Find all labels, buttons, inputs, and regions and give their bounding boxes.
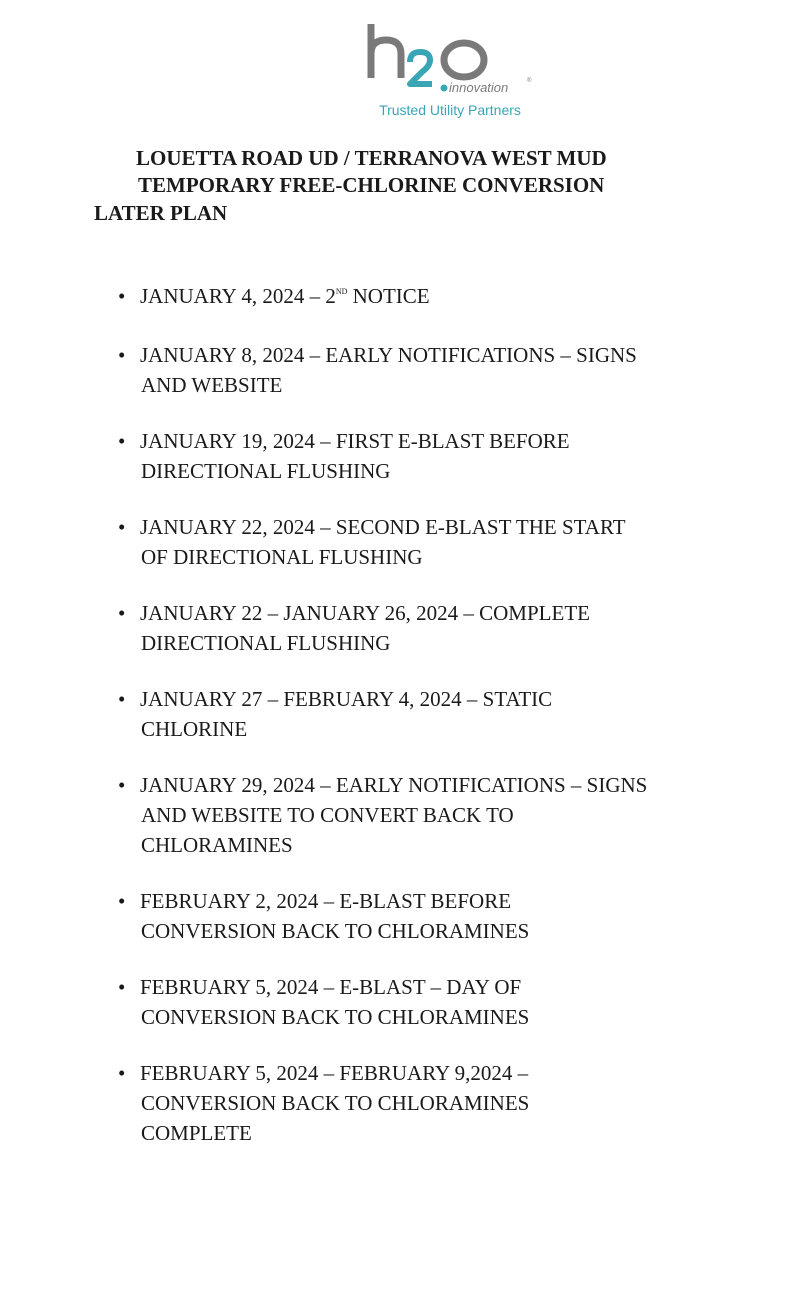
timeline-list	[118, 281, 718, 1148]
timeline-item-line: JANUARY 29, 2024 – EARLY NOTIFICATIONS – SIGNS	[140, 773, 648, 797]
timeline-item-line: FEBRUARY 5, 2024 – FEBRUARY 9,2024 –	[140, 1061, 529, 1085]
timeline-item-line: OF DIRECTIONAL FLUSHING	[141, 545, 423, 569]
logo-registered: ®	[527, 78, 532, 84]
timeline-item-line: JANUARY 19, 2024 – FIRST E-BLAST BEFORE	[140, 429, 570, 453]
bullet-marker: •	[118, 429, 126, 453]
timeline-item-tail: NOTICE	[347, 284, 430, 308]
bullet-marker: •	[118, 975, 126, 999]
ordinal-suffix: ND	[335, 287, 348, 296]
timeline-item-line: DIRECTIONAL FLUSHING	[141, 459, 391, 483]
document-title-line-1: LOUETTA ROAD UD / TERRANOVA WEST MUD	[136, 146, 607, 170]
timeline-item-line: CONVERSION BACK TO CHLORAMINES	[141, 1005, 530, 1029]
timeline-item	[118, 426, 718, 486]
timeline-item	[118, 886, 718, 946]
timeline-item-line: CONVERSION BACK TO CHLORAMINES	[141, 919, 530, 943]
document-title-line-2: TEMPORARY FREE-CHLORINE CONVERSION	[138, 173, 605, 197]
timeline-item-line: AND WEBSITE TO CONVERT BACK TO	[141, 803, 514, 827]
logo-subtext: innovation	[449, 80, 509, 95]
timeline-item	[118, 281, 718, 311]
bullet-marker: •	[118, 773, 126, 797]
timeline-item-line: JANUARY 4, 2024 – 2ND NOTICE	[140, 284, 430, 308]
document-title-line-3: LATER PLAN	[94, 201, 228, 225]
timeline-item	[118, 1058, 718, 1148]
timeline-item-line: JANUARY 27 – FEBRUARY 4, 2024 – STATIC	[140, 687, 553, 711]
timeline-item-line: JANUARY 22, 2024 – SECOND E-BLAST THE START	[140, 515, 626, 539]
timeline-item	[118, 340, 718, 400]
timeline-item-line: FEBRUARY 2, 2024 – E-BLAST BEFORE	[140, 889, 512, 913]
bullet-marker: •	[118, 1061, 126, 1085]
timeline-item-line: CONVERSION BACK TO CHLORAMINES	[141, 1091, 530, 1115]
logo-tagline: Trusted Utility Partners	[379, 102, 521, 118]
timeline-item	[118, 512, 718, 572]
bullet-marker: •	[118, 601, 126, 625]
timeline-item	[118, 598, 718, 658]
timeline-item-line: AND WEBSITE	[141, 373, 283, 397]
timeline-item-line: COMPLETE	[141, 1121, 252, 1145]
bullet-marker: •	[118, 889, 126, 913]
timeline-item-line: CHLORINE	[141, 717, 248, 741]
timeline-item-line: FEBRUARY 5, 2024 – E-BLAST – DAY OF	[140, 975, 522, 999]
bullet-marker: •	[118, 687, 126, 711]
bullet-marker: •	[118, 343, 126, 367]
timeline-item-line: JANUARY 8, 2024 – EARLY NOTIFICATIONS – SIGNS	[140, 343, 637, 367]
bullet-marker: •	[118, 284, 126, 308]
timeline-item	[118, 684, 718, 744]
timeline-item-line: JANUARY 22 – JANUARY 26, 2024 – COMPLETE	[140, 601, 590, 625]
timeline-item	[118, 972, 718, 1032]
timeline-item-line: DIRECTIONAL FLUSHING	[141, 631, 391, 655]
bullet-marker: •	[118, 515, 126, 539]
timeline-item	[118, 770, 718, 860]
timeline-item-line: CHLORAMINES	[141, 833, 293, 857]
